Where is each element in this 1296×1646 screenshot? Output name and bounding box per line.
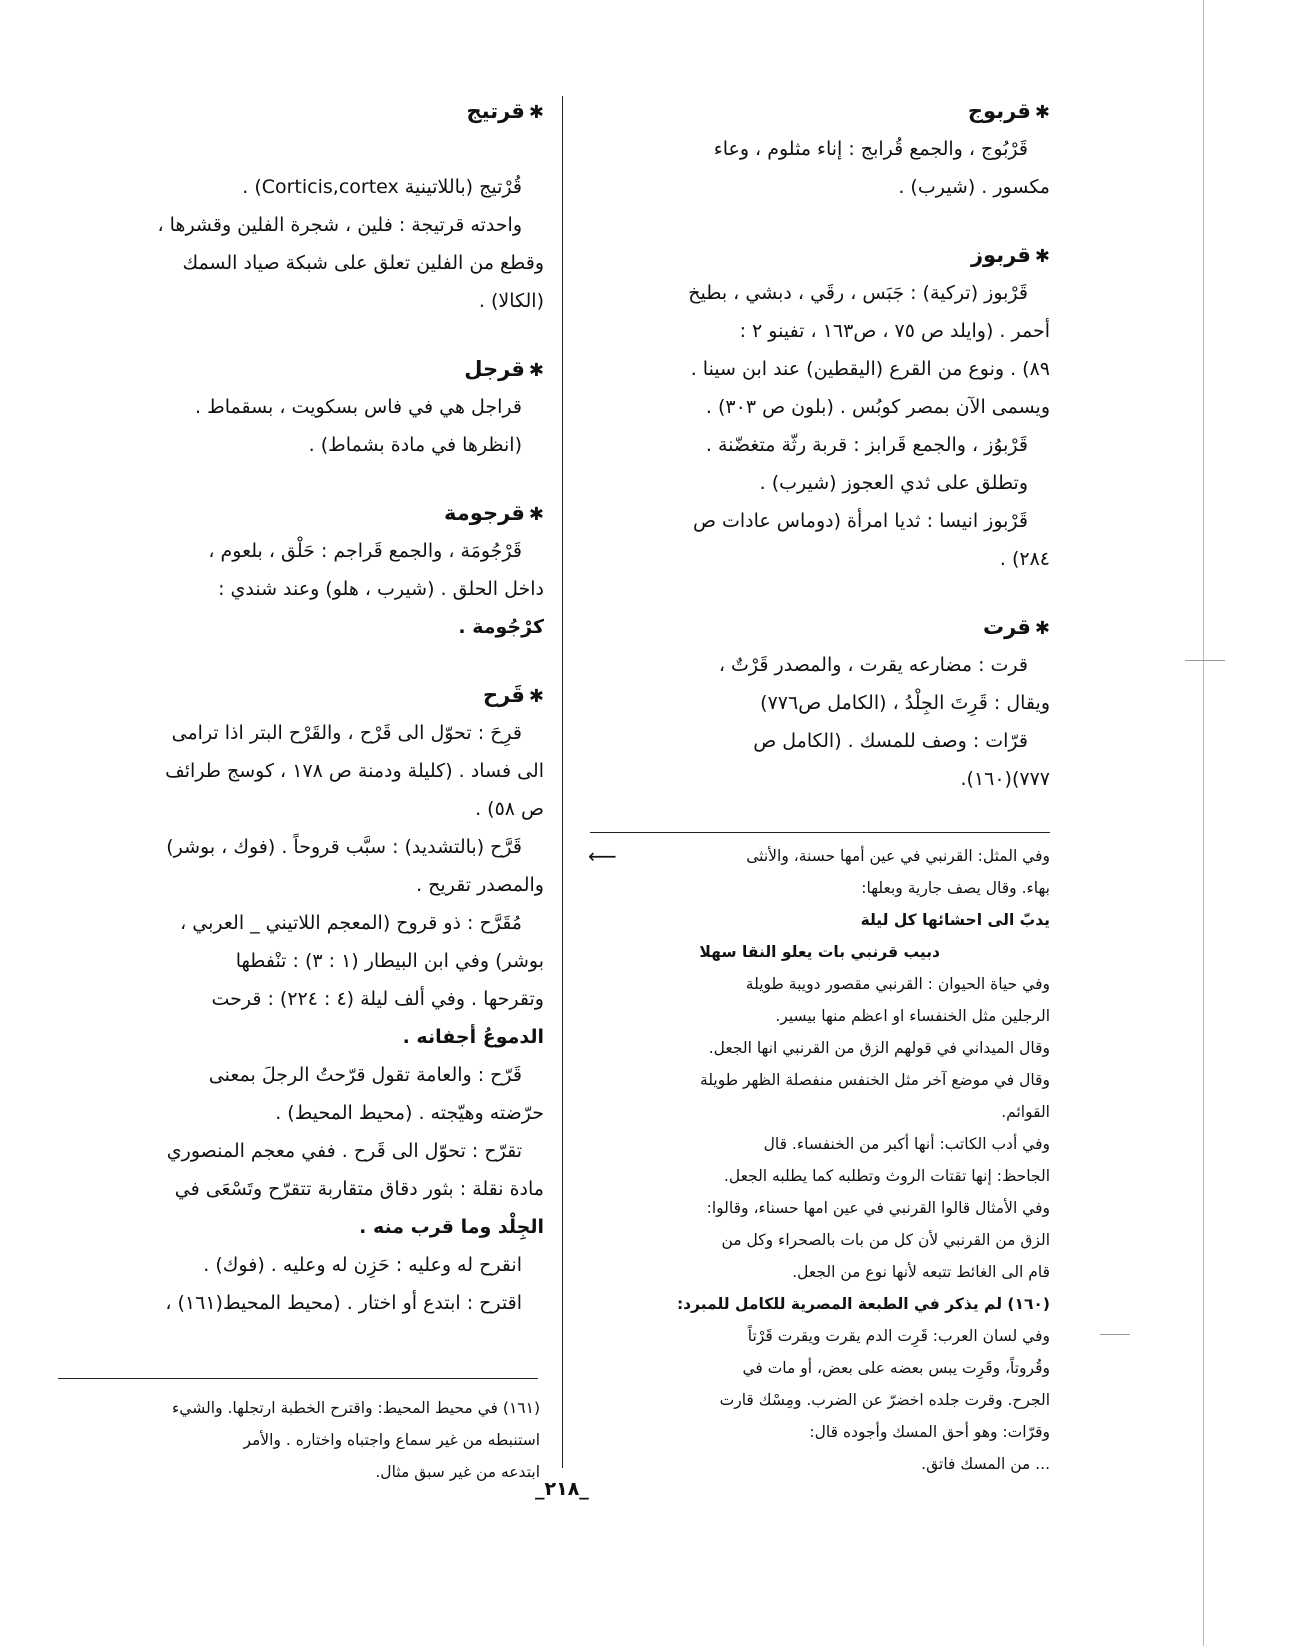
entry-qarbuj (590, 96, 1050, 206)
entry-heading: ✱قَرح (482, 683, 544, 707)
entry-heading: ✱قربوج (967, 99, 1050, 123)
entry-text: واحدته قرتيجة : فلين ، شجرة الفلين وقشرها ، (157, 214, 522, 236)
entry-qarjuma (72, 498, 544, 646)
entry-text: قُرْتيج (باللاتينية Corticis,cortex) . (242, 176, 522, 198)
footnote-line: وفي حياة الحيوان : القرنبي مقصور دويبة طويلة (745, 975, 1050, 993)
entry-qarbuz (590, 240, 1050, 578)
entry-text: قَرَّح (بالتشديد) : سبَّب قروحاً . (فوك ، بوشر) (166, 836, 522, 858)
entry-text: قَرْبُوج ، والجمع قُرابج : إناء مثلوم ، وعاء (713, 138, 1028, 160)
arrow-left-icon: ⟵ (588, 844, 617, 868)
asterisk-icon: ✱ (528, 504, 544, 525)
entry-text: قَرْجُومَة ، والجمع قَراجم : حَلْق ، بلعوم ، (208, 540, 522, 562)
entry-text: تقرّح : تحوّل الى قَرح . ففي معجم المنصوري (166, 1140, 522, 1162)
footnote-line: الجاحظ: إنها تقتات الروث وتطلبه كما يطلبه الجعل. (723, 1167, 1050, 1185)
entry-qarjal (72, 354, 544, 464)
footnote-separator (58, 1378, 538, 1379)
entry-text: ٨٩) . ونوع من القرع (اليقطين) عند ابن سينا . (690, 358, 1050, 380)
asterisk-icon: ✱ (1034, 246, 1050, 267)
footnote-line: (١٦١) في محيط المحيط: واقترح الخطبة ارتجلها. والشيء (172, 1399, 540, 1417)
entry-text: ويقال : قَرِتَ الجِلْدُ ، (الكامل ص٧٧٦) (760, 692, 1050, 714)
entry-heading: ✱قرجومة (444, 501, 544, 525)
entry-text: قرت : مضارعه يقرت ، والمصدر قَرْتٌ ، (718, 654, 1028, 676)
footnote-separator (590, 832, 1050, 833)
entry-text: كرْجُومة . (458, 616, 544, 638)
entry-text: انقرح له وعليه : حَزِن له وعليه . (فوك) . (203, 1254, 522, 1276)
entry-heading: ✱قرت (982, 615, 1050, 639)
footnote-line: ... من المسك فاتق. (921, 1455, 1050, 1473)
entry-text: الى فساد . (كليلة ودمنة ص ١٧٨ ، كوسج طرائف (165, 760, 544, 782)
scan-edge-tick (1185, 660, 1225, 661)
entry-text: قرِحَ : تحوّل الى قَرْح ، والقَرْح البتر اذا ترامى (171, 722, 522, 744)
entry-heading: ✱قربوز (970, 243, 1050, 267)
entry-text: مكسور . (شيرب) . (898, 176, 1050, 198)
entry-text: الجِلْد وما قرب منه . (359, 1216, 544, 1238)
right-column (590, 96, 1050, 832)
column-divider (562, 96, 563, 1468)
asterisk-icon: ✱ (528, 686, 544, 707)
scan-edge-line (1203, 0, 1204, 1646)
entry-text: ٧٧٧)(١٦٠). (960, 768, 1050, 790)
entry-text: مُقَرَّح : ذو قروح (المعجم اللاتيني _ العربي ، (180, 912, 522, 934)
entry-text: حرّضته وهيّجته . (محيط المحيط) . (275, 1102, 544, 1124)
footnote-line: وقال الميداني في قولهم الزق من القرنبي انها الجعل. (708, 1039, 1050, 1057)
asterisk-icon: ✱ (528, 102, 544, 123)
entry-text: وتطلق على ثدي العجوز (شيرب) . (759, 472, 1028, 494)
entry-text: أحمر . (وايلد ص ٧٥ ، ص١٦٣ ، تفينو ٢ : (739, 320, 1050, 342)
footnote-line: وفي أدب الكاتب: أنها أكبر من الخنفساء. قال (763, 1135, 1050, 1153)
footnote-line: بهاء. وقال يصف جارية وبعلها: (861, 879, 1050, 897)
entry-text: قَرْبوُز ، والجمع قَرابز : قربة رثّة متغضّنة . (705, 434, 1028, 456)
entry-text: ويسمى الآن بمصر كوبُس . (بلون ص ٣٠٣) . (705, 396, 1050, 418)
entry-text: ٢٨٤) . (999, 548, 1050, 570)
entry-text: اقترح : ابتدع أو اختار . (محيط المحيط(١٦١) ، (165, 1292, 522, 1314)
entry-qart (590, 612, 1050, 798)
entry-text: وتقرحها . وفي ألف ليلة (٤ : ٢٢٤) : قرحت (211, 988, 544, 1010)
entry-text: قراجل هي في فاس بسكويت ، بسقماط . (195, 396, 522, 418)
footnote-line: القوائم. (1001, 1103, 1050, 1121)
footnote-line: وقال في موضع آخر مثل الخنفس منفصلة الظهر طويلة (699, 1071, 1050, 1089)
asterisk-icon: ✱ (528, 360, 544, 381)
entry-text: قَرْبوز انيسا : ثديا امرأة (دوماس عادات ص (692, 510, 1028, 532)
footnote-line: استنبطه من غير سماع واجتباه واختاره . والأمر (243, 1431, 540, 1449)
footnote-line: قام الى الغائط تتبعه لأنها نوع من الجعل. (792, 1263, 1050, 1281)
entry-qurtij (72, 96, 544, 320)
asterisk-icon: ✱ (1034, 618, 1050, 639)
footnote-line: الزق من القرنبي لأن كل من بات بالصحراء وكل من (721, 1231, 1050, 1249)
entry-text: (الكالا) . (478, 290, 544, 312)
footnote-line: الرجلين مثل الخنفساء او اعظم منها بيسير. (775, 1007, 1050, 1025)
footnote-line: وقُروتاً، وقَرِت يبس بعضه على بعض، أو مات في (742, 1359, 1050, 1377)
entry-text: داخل الحلق . (شيرب ، هلو) وعند شندي : (218, 578, 544, 600)
entry-heading: ✱قرتيج (466, 99, 544, 123)
footnote-line: وفي المثل: القرنبي في عين أمها حسنة، والأنثى (746, 847, 1050, 865)
footnote-line: وفي الأمثال قالوا القرنبي في عين امها حسناء، وقالوا: (706, 1199, 1050, 1217)
footnote-line: الجرح. وقرت جلده اخضرّ عن الضرب. ومِسْك قارت (719, 1391, 1050, 1409)
entry-text: والمصدر تقريح . (416, 874, 544, 896)
entry-text: قرّات : وصف للمسك . (الكامل ص (753, 730, 1028, 752)
footnote-line: (١٦٠) لم يذكر في الطبعة المصرية للكامل للمبرد: (676, 1295, 1050, 1313)
footnotes-left (58, 1392, 540, 1488)
entry-text: ص ٥٨) . (475, 798, 544, 820)
entry-text: قَرّح : والعامة تقول قرّحتُ الرجلَ بمعنى (208, 1064, 522, 1086)
footnote-line: دبيب قرنبي بات يعلو النقا سهلا (699, 943, 940, 961)
entry-text: (انظرها في مادة بشماط) . (308, 434, 522, 456)
footnote-line: وفي لسان العرب: قَرِت الدم يقرت ويقرت قَرْتاً (747, 1327, 1050, 1345)
entry-text: الدموعُ أجفانه . (402, 1026, 544, 1048)
asterisk-icon: ✱ (1034, 102, 1050, 123)
entry-text: قَرْبوز (تركية) : جَبَس ، رقَي ، دبشي ، بطيخ (688, 282, 1028, 304)
footnote-line: يدبّ الى احشائها كل ليلة (860, 911, 1050, 929)
page-number: _٢١٨_ (535, 1478, 589, 1500)
left-column (72, 96, 544, 1356)
footnote-line: وقرّات: وهو أحق المسك وأجوده قال: (809, 1423, 1050, 1441)
footnotes-right (590, 840, 1050, 1480)
entry-text: وقطع من الفلين تعلق على شبكة صياد السمك (182, 252, 544, 274)
entry-text: بوشر) وفي ابن البيطار (١ : ٣) : تنْفطها (235, 950, 544, 972)
entry-qarah (72, 680, 544, 1322)
entry-heading: ✱قرجل (464, 357, 544, 381)
footnote-line: ابتدعه من غير سبق مثال. (375, 1463, 540, 1481)
entry-text: مادة نقلة : بثور دقاق متقاربة تتقرّح وتَسْعَى في (174, 1178, 544, 1200)
scan-edge-tick (1100, 1334, 1130, 1335)
